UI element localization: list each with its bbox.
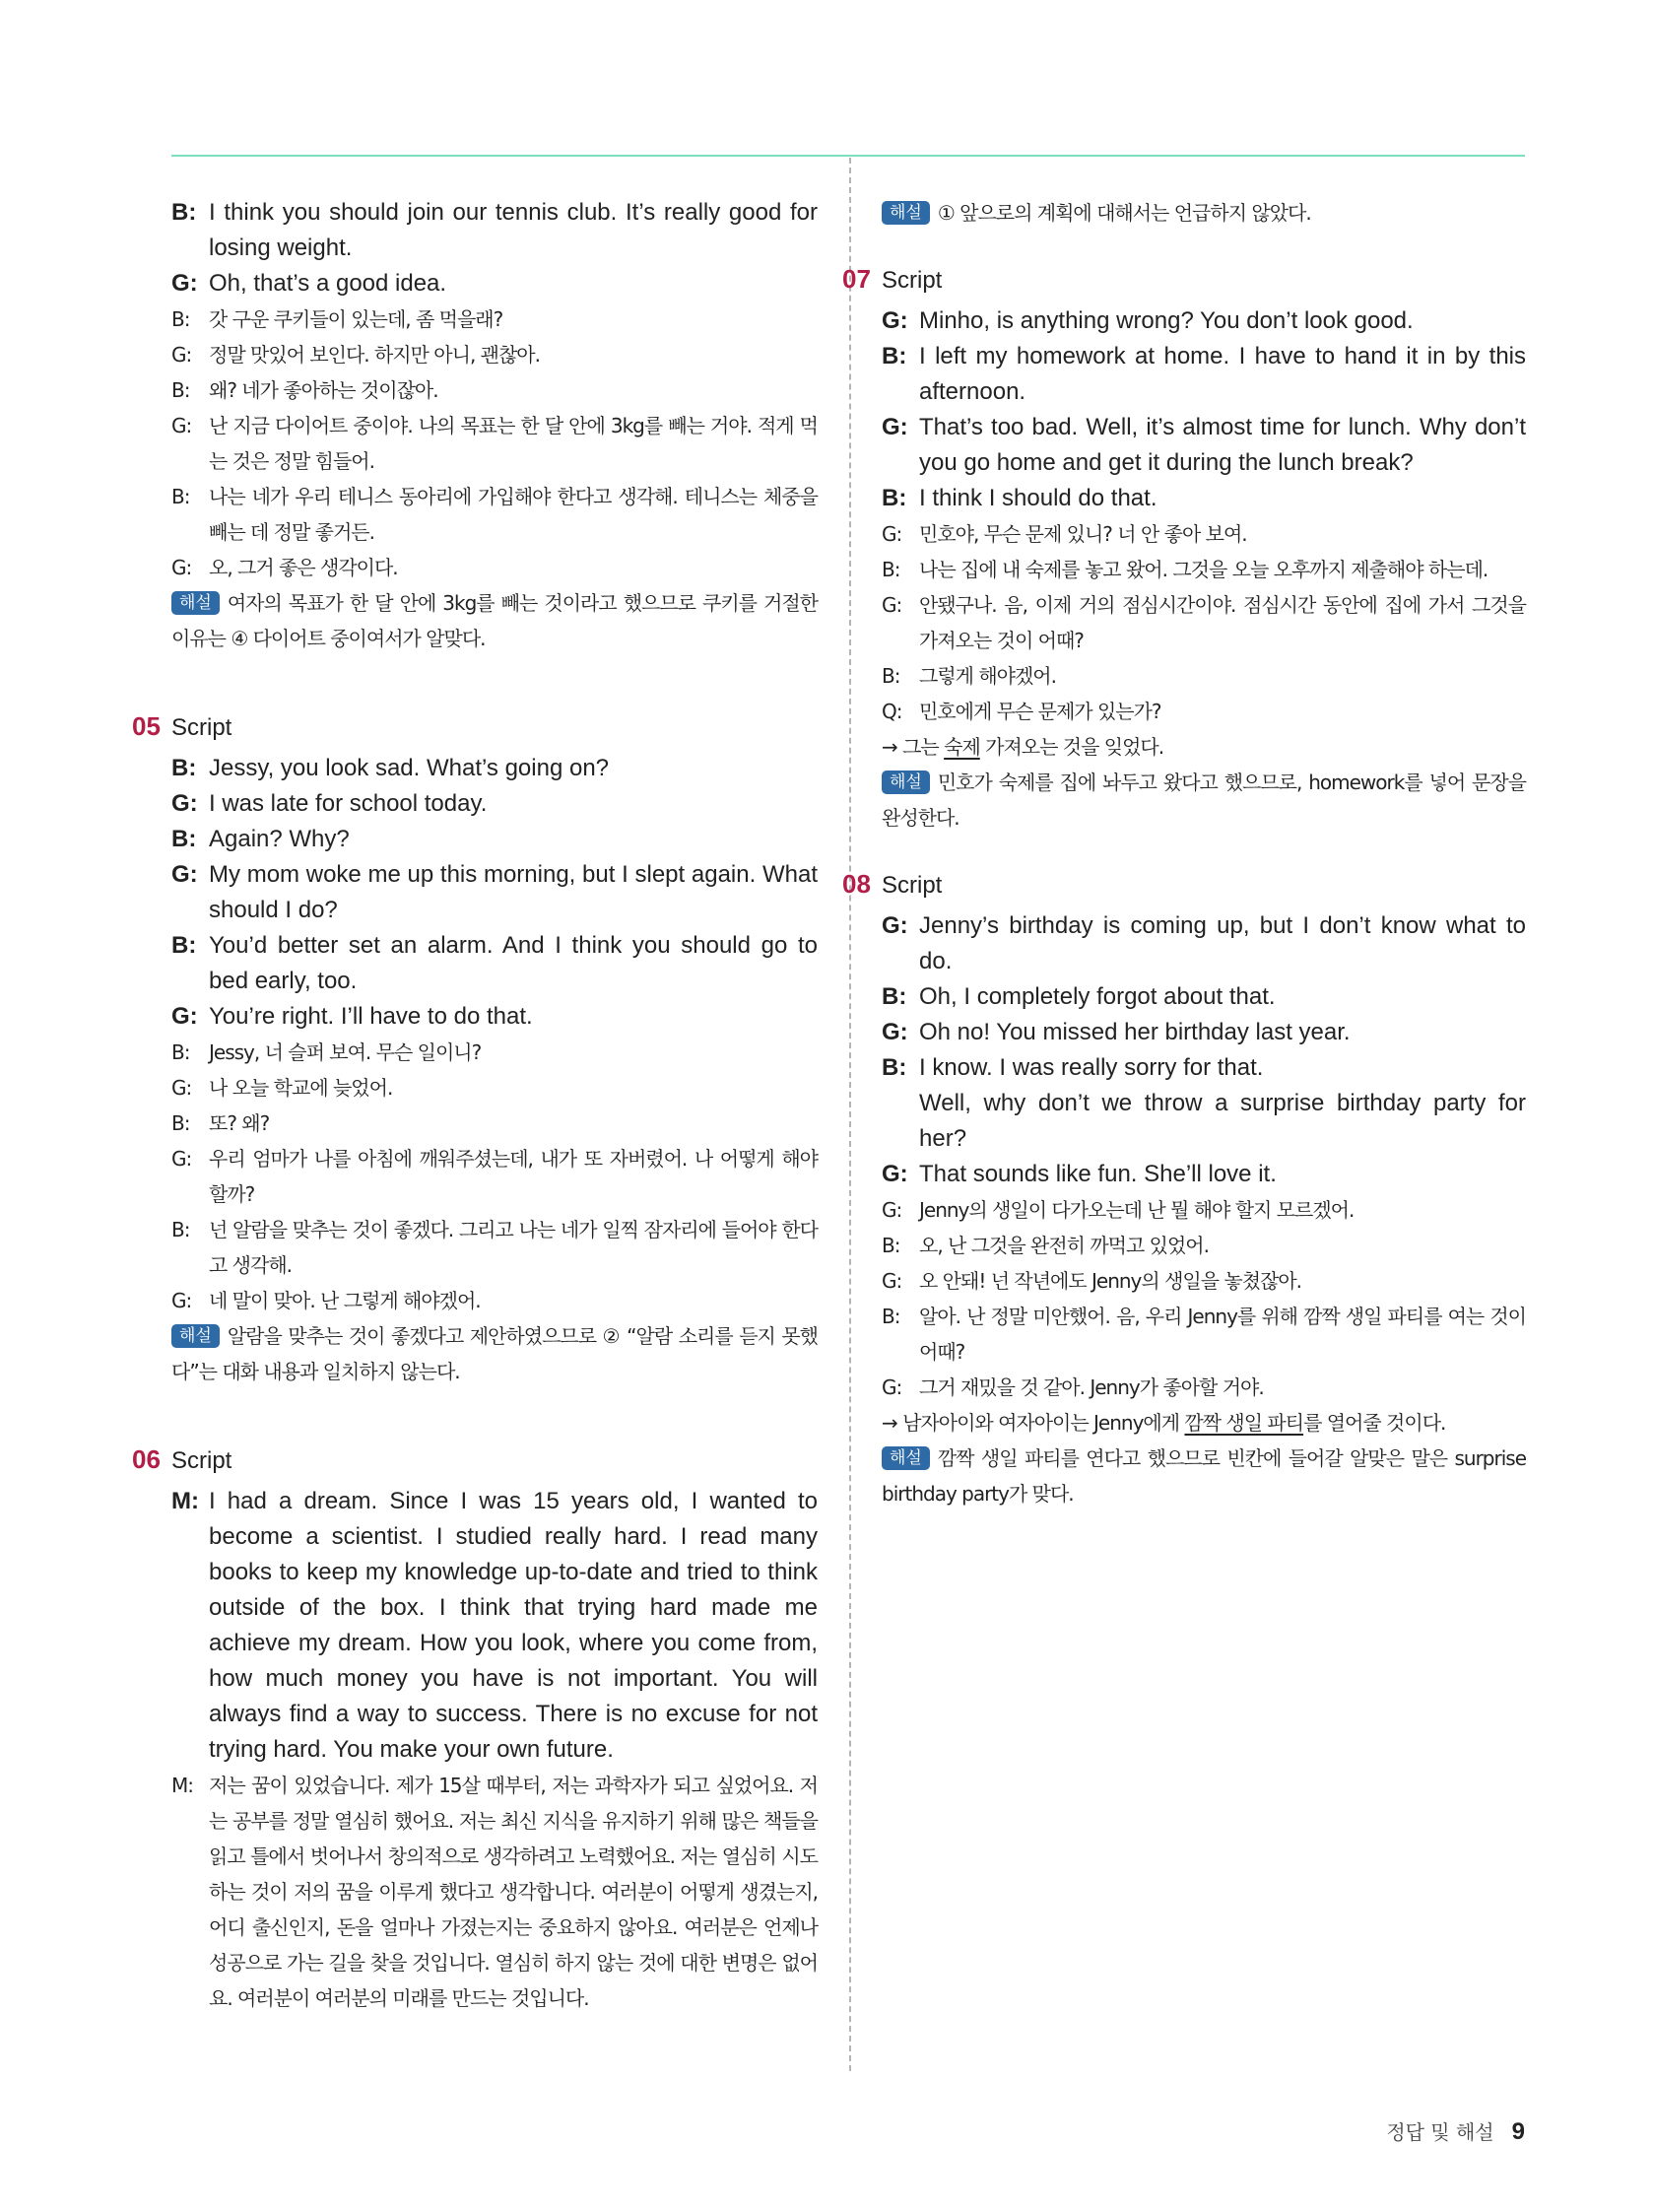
speaker: B:: [882, 485, 907, 511]
dialogue-line: [171, 266, 818, 302]
sec07-answer-sentence: → 그는 숙제 가져오는 것을 잊었다.: [882, 735, 1164, 759]
speaker: G:: [882, 414, 908, 440]
dialogue-line: [882, 1299, 1526, 1370]
dialogue-line: [171, 302, 818, 337]
dialogue-line: [171, 786, 818, 822]
sec05-explanation: [171, 1318, 818, 1389]
dialogue-line: [171, 195, 818, 266]
dialogue-line: [171, 1141, 818, 1212]
dialogue-line: [882, 1228, 1526, 1263]
utterance: 네 말이 맞아. 난 그렇게 해야겠어.: [209, 1289, 481, 1312]
speaker: Q:: [882, 700, 902, 723]
speaker: B:: [882, 343, 907, 369]
dialogue-line: [171, 1070, 818, 1106]
utterance: 알아. 난 정말 미안했어. 음, 우리 Jenny를 위해 깜짝 생일 파티를 여는 것이 어때?: [919, 1305, 1526, 1364]
utterance: Oh no! You missed her birthday last year.: [919, 1019, 1351, 1045]
speaker: G:: [882, 1198, 902, 1222]
sec08-korean-dialogue: [882, 1192, 1526, 1405]
section-label: Script: [882, 872, 943, 899]
utterance: That’s too bad. Well, it’s almost time for lunch. Why don’t you go home and get it during the lunch break?: [919, 414, 1526, 476]
speaker: M:: [171, 1488, 199, 1514]
dialogue-line: [882, 587, 1526, 658]
explanation-badge: 해설: [882, 771, 930, 794]
speaker: B:: [171, 1040, 190, 1064]
left-column: [132, 195, 818, 2016]
dialogue-line: [882, 303, 1526, 339]
utterance: 정말 맛있어 보인다. 하지만 아니, 괜찮아.: [209, 343, 540, 367]
utterance: I was late for school today.: [209, 790, 488, 817]
utterance: 안됐구나. 음, 이제 거의 점심시간이야. 점심시간 동안에 집에 가서 그것을 가져오는 것이 어때?: [919, 593, 1526, 652]
sec07-english-dialogue: [882, 303, 1526, 516]
sec04-explanation: [171, 585, 818, 656]
speaker: M:: [171, 1774, 193, 1797]
utterance: Well, why don’t we throw a surprise birthday party for her?: [919, 1090, 1526, 1152]
explanation-badge: 해설: [882, 201, 930, 225]
dialogue-line: [882, 410, 1526, 481]
utterance: 나 오늘 학교에 늦었어.: [209, 1076, 393, 1100]
speaker: B:: [882, 1234, 900, 1257]
answer-blank: 깜짝 생일 파티: [1184, 1411, 1304, 1435]
top-rule: [171, 155, 1525, 157]
dialogue-line: [171, 1106, 818, 1141]
sec08-explanation: [882, 1441, 1526, 1511]
utterance: 우리 엄마가 나를 아침에 깨워주셨는데, 내가 또 자버렸어. 나 어떻게 해야 할까?: [209, 1147, 818, 1206]
dialogue-line: [171, 857, 818, 928]
speaker: B:: [882, 1305, 900, 1328]
utterance: 넌 알람을 맞추는 것이 좋겠다. 그리고 나는 네가 일찍 잠자리에 들어야 한다고 생각해.: [209, 1218, 818, 1277]
utterance: 또? 왜?: [209, 1111, 270, 1135]
utterance: You’re right. I’ll have to do that.: [209, 1003, 533, 1030]
sec05-korean-dialogue: [171, 1035, 818, 1318]
dialogue-line: [882, 1050, 1526, 1086]
speaker: G:: [882, 593, 902, 617]
speaker: G:: [171, 270, 198, 297]
speaker: G:: [171, 861, 198, 888]
section-number: 06: [132, 1444, 161, 1474]
dialogue-line: [171, 372, 818, 408]
section-label: Script: [171, 1447, 232, 1474]
utterance: I had a dream. Since I was 15 years old, I wanted to become a scientist. I studied really hard. I read many books to keep my knowledge up-to-date and tried to think outside of the box. I think that trying hard made me achieve my dream. How you look, where you come from, how much money you have is not important. You will always find a way to success. There is no excuse for not trying hard. You make your own future.: [209, 1488, 818, 1763]
sec06-header: [132, 1444, 818, 1484]
dialogue-line: [171, 999, 818, 1035]
utterance: You’d better set an alarm. And I think you should go to bed early, too.: [209, 932, 818, 994]
speaker: B:: [882, 558, 900, 581]
dialogue-line: [882, 1157, 1526, 1192]
dialogue-line: [882, 516, 1526, 552]
utterance: 민호에게 무슨 문제가 있는가?: [919, 700, 1161, 723]
sec08-english-dialogue: [882, 908, 1526, 1192]
utterance: I think you should join our tennis club. It’s really good for losing weight.: [209, 199, 818, 261]
speaker: B:: [882, 664, 900, 688]
dialogue-line: [882, 1086, 1526, 1157]
dialogue-line: [171, 408, 818, 479]
dialogue-line: [171, 928, 818, 999]
question-line: [882, 694, 1526, 729]
dialogue-line: [882, 1015, 1526, 1050]
speaker: G:: [171, 556, 192, 579]
speaker: B:: [171, 932, 197, 959]
explanation-text: 민호가 숙제를 집에 놔두고 왔다고 했으므로, homework를 넣어 문장을 완성한다.: [882, 771, 1526, 830]
section-number: 07: [842, 264, 871, 294]
dialogue-line: [171, 550, 818, 585]
explanation-text: 여자의 목표가 한 달 안에 3kg를 빼는 것이라고 했으므로 쿠키를 거절한 이유는 ④ 다이어트 중이여서가 알맞다.: [171, 591, 818, 650]
dialogue-line: [882, 908, 1526, 979]
right-column: [842, 195, 1526, 1511]
sec04-english-dialogue: [171, 195, 818, 302]
utterance: Oh, that’s a good idea.: [209, 270, 447, 297]
utterance: 민호야, 무슨 문제 있니? 너 안 좋아 보여.: [919, 522, 1247, 546]
speaker: B:: [171, 755, 197, 781]
speaker: G:: [882, 522, 902, 546]
sec05-english-dialogue: [171, 751, 818, 1035]
speaker: G:: [171, 1076, 192, 1100]
utterance: 그렇게 해야겠어.: [919, 664, 1056, 688]
utterance: 오 안돼! 넌 작년에도 Jenny의 생일을 놓쳤잖아.: [919, 1269, 1302, 1293]
dialogue-line: [171, 1035, 818, 1070]
page-footer: [1386, 2116, 1525, 2146]
explanation-badge: 해설: [171, 591, 220, 615]
speaker: B:: [882, 1054, 907, 1081]
utterance: 나는 네가 우리 테니스 동아리에 가입해야 한다고 생각해. 테니스는 체중을 빼는 데 정말 좋거든.: [209, 485, 818, 544]
section-number: 08: [842, 869, 871, 899]
sec04-korean-dialogue: [171, 302, 818, 585]
utterance: Jenny’s birthday is coming up, but I don’t know what to do.: [919, 912, 1526, 974]
utterance: My mom woke me up this morning, but I slept again. What should I do?: [209, 861, 818, 923]
speaker: G:: [171, 414, 192, 437]
sec06-english-monologue: [171, 1484, 818, 1768]
dialogue-line: [882, 1192, 1526, 1228]
explanation-text: 깜짝 생일 파티를 연다고 했으므로 빈칸에 들어갈 알맞은 말은 surprise birthday party가 맞다.: [882, 1446, 1526, 1506]
explanation-badge: 해설: [171, 1324, 220, 1348]
speaker: G:: [171, 790, 198, 817]
utterance: 나는 집에 내 숙제를 놓고 왔어. 그것을 오늘 오후까지 제출해야 하는데.: [919, 558, 1488, 581]
page-number: 9: [1511, 2118, 1525, 2145]
explanation-text: 알람을 맞추는 것이 좋겠다고 제안하였으므로 ② “알람 소리를 듣지 못했다”는 대화 내용과 일치하지 않는다.: [171, 1324, 818, 1383]
speaker: G:: [882, 912, 908, 939]
dialogue-line: [882, 1263, 1526, 1299]
dialogue-line: [171, 822, 818, 857]
utterance: 저는 꿈이 있었습니다. 제가 15살 때부터, 저는 과학자가 되고 싶었어요. 저는 공부를 정말 열심히 했어요. 저는 최신 지식을 유지하기 위해 많은 책들을 읽고 틀에서 벗어나서 창의적으로 생각하려고 노력했어요. 저는 열심히 시도하는 것이 저의 꿈을 이루게 했다고 생각합니다. 여러분이 어떻게 생겼는지, 어디 출신인지, 돈을 얼마나 가졌는지는 중요하지 않아요. 여러분은 언제나 성공으로 가는 길을 찾을 것입니다. 열심히 하지 않는 것에 대한 변명은 없어요. 여러분이 여러분의 미래를 만드는 것입니다.: [209, 1774, 818, 2010]
utterance: 그거 재밌을 것 같아. Jenny가 좋아할 거야.: [919, 1375, 1264, 1399]
utterance: Again? Why?: [209, 826, 350, 852]
speaker: G:: [882, 1269, 902, 1293]
speaker: G:: [882, 1375, 902, 1399]
sec05-header: [132, 711, 818, 751]
speaker: G:: [171, 343, 192, 367]
explanation-badge: 해설: [882, 1446, 930, 1470]
dialogue-line: [882, 552, 1526, 587]
utterance: I know. I was really sorry for that.: [919, 1054, 1264, 1081]
sec07-korean-dialogue: [882, 516, 1526, 729]
section-label: Script: [882, 267, 943, 294]
utterance: Oh, I completely forgot about that.: [919, 983, 1276, 1010]
speaker: B:: [171, 485, 190, 508]
sec07-explanation: [882, 765, 1526, 836]
dialogue-line: [882, 979, 1526, 1015]
sec08-answer-sentence: → 남자아이와 여자아이는 Jenny에게 깜짝 생일 파티를 열어줄 것이다.: [882, 1411, 1446, 1435]
speaker: G:: [171, 1003, 198, 1030]
section-label: Script: [171, 714, 232, 741]
speaker: G:: [171, 1147, 192, 1171]
sec06-explanation: [882, 195, 1526, 231]
speaker: G:: [882, 1161, 908, 1187]
dialogue-line: [882, 1370, 1526, 1405]
column-divider: [849, 158, 851, 2071]
footer-label: 정답 및 해설: [1386, 2120, 1494, 2144]
dialogue-line: [171, 751, 818, 786]
dialogue-line: [882, 481, 1526, 516]
utterance: 오, 난 그것을 완전히 까먹고 있었어.: [919, 1234, 1209, 1257]
dialogue-line: [171, 479, 818, 550]
dialogue-line: [882, 339, 1526, 410]
speaker: B:: [882, 983, 907, 1010]
speaker: G:: [882, 307, 908, 334]
speaker: B:: [171, 307, 190, 331]
utterance: 오, 그거 좋은 생각이다.: [209, 556, 398, 579]
answer-blank: 숙제: [944, 735, 980, 759]
utterance: Jenny의 생일이 다가오는데 난 뭘 해야 할지 모르겠어.: [919, 1198, 1355, 1222]
utterance: Jessy, you look sad. What’s going on?: [209, 755, 610, 781]
utterance: 갓 구운 쿠키들이 있는데, 좀 먹을래?: [209, 307, 503, 331]
dialogue-line: [171, 1212, 818, 1283]
utterance: 왜? 네가 좋아하는 것이잖아.: [209, 378, 438, 402]
section-number: 05: [132, 711, 161, 741]
utterance: I left my homework at home. I have to hand it in by this afternoon.: [919, 343, 1526, 405]
speaker: G:: [171, 1289, 192, 1312]
speaker: B:: [171, 1218, 190, 1241]
sec08-header: [842, 869, 1526, 908]
speaker: B:: [171, 826, 197, 852]
utterance: Minho, is anything wrong? You don’t look good.: [919, 307, 1414, 334]
explanation-text: ① 앞으로의 계획에 대해서는 언급하지 않았다.: [937, 201, 1311, 225]
utterance: I think I should do that.: [919, 485, 1157, 511]
utterance: Jessy, 너 슬퍼 보여. 무슨 일이니?: [209, 1040, 482, 1064]
dialogue-line: [882, 658, 1526, 694]
sec06-korean-monologue: [171, 1768, 818, 2016]
sec07-header: [842, 264, 1526, 303]
speaker: G:: [882, 1019, 908, 1045]
speaker: B:: [171, 1111, 190, 1135]
speaker: B:: [171, 378, 190, 402]
utterance: 난 지금 다이어트 중이야. 나의 목표는 한 달 안에 3kg를 빼는 거야. 적게 먹는 것은 정말 힘들어.: [209, 414, 818, 473]
speaker: B:: [171, 199, 197, 226]
utterance: That sounds like fun. She’ll love it.: [919, 1161, 1277, 1187]
dialogue-line: [171, 337, 818, 372]
dialogue-line: [171, 1283, 818, 1318]
